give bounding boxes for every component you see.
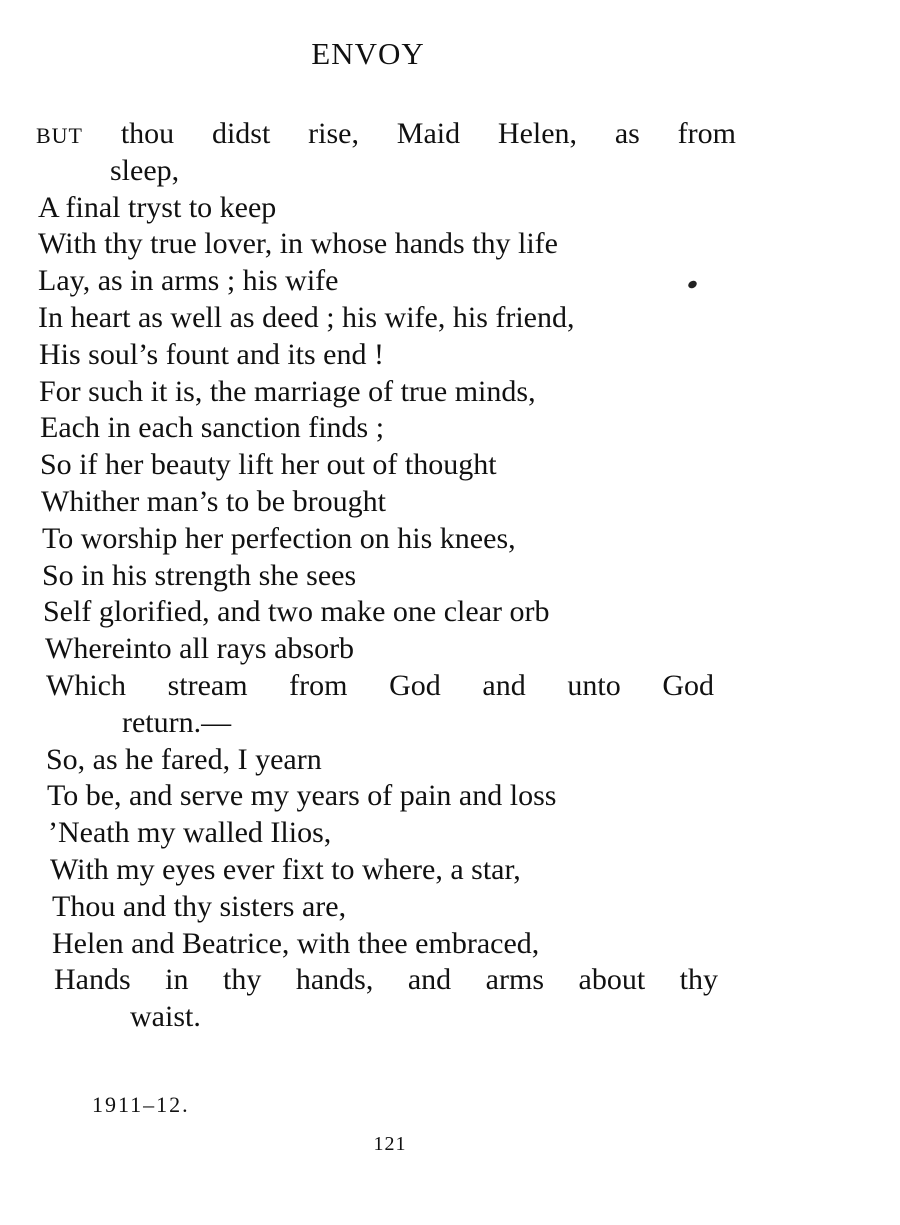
poem-line: So in his strength she sees — [42, 558, 357, 592]
poem-line — [36, 116, 736, 153]
poem-line: Lay, as in arms ; his wife — [38, 264, 339, 298]
poem-line: Which stream from God and unto God — [46, 668, 714, 702]
poem-line-continuation: waist. — [130, 1000, 201, 1034]
poem-line: Whither man’s to be brought — [41, 484, 386, 518]
poem-line-continuation: sleep, — [110, 153, 180, 187]
poem-line: With thy true lover, in whose hands thy life — [38, 227, 558, 261]
poem-line: Helen and Beatrice, with thee embraced, — [52, 926, 540, 960]
poem-title: ENVOY — [311, 36, 425, 71]
poem-line: With my eyes ever fixt to where, a star, — [50, 852, 521, 886]
poem-line-text: thou didst rise, Maid Helen, as from — [83, 117, 736, 150]
poem-line: ’Neath my walled Ilios, — [48, 816, 332, 850]
poem-line-continuation: return.— — [122, 705, 232, 739]
poem-line: Each in each sanction finds ; — [40, 411, 385, 445]
poem-line: His soul’s fount and its end ! — [39, 337, 384, 371]
poem-line: Hands in thy hands, and arms about thy — [54, 963, 718, 997]
poem-line: To worship her perfection on his knees, — [42, 521, 516, 555]
poem-line: Thou and thy sisters are, — [52, 889, 347, 923]
poem-line: In heart as well as deed ; his wife, his friend, — [38, 300, 575, 334]
poem-line: A final tryst to keep — [38, 190, 277, 224]
first-word-smallcaps: BUT — [36, 123, 83, 148]
poem-line: For such it is, the marriage of true minds, — [39, 374, 536, 408]
poem-line: So if her beauty lift her out of thought — [40, 448, 497, 482]
poem-date: 1911–12. — [92, 1092, 190, 1117]
page-number: 121 — [373, 1133, 407, 1155]
poem-line: So, as he fared, I yearn — [46, 742, 322, 776]
poem-line: To be, and serve my years of pain and loss — [47, 779, 557, 813]
poem-line: Self glorified, and two make one clear orb — [43, 595, 550, 629]
poem-body — [36, 116, 736, 1036]
poem-line: Whereinto all rays absorb — [45, 632, 355, 666]
